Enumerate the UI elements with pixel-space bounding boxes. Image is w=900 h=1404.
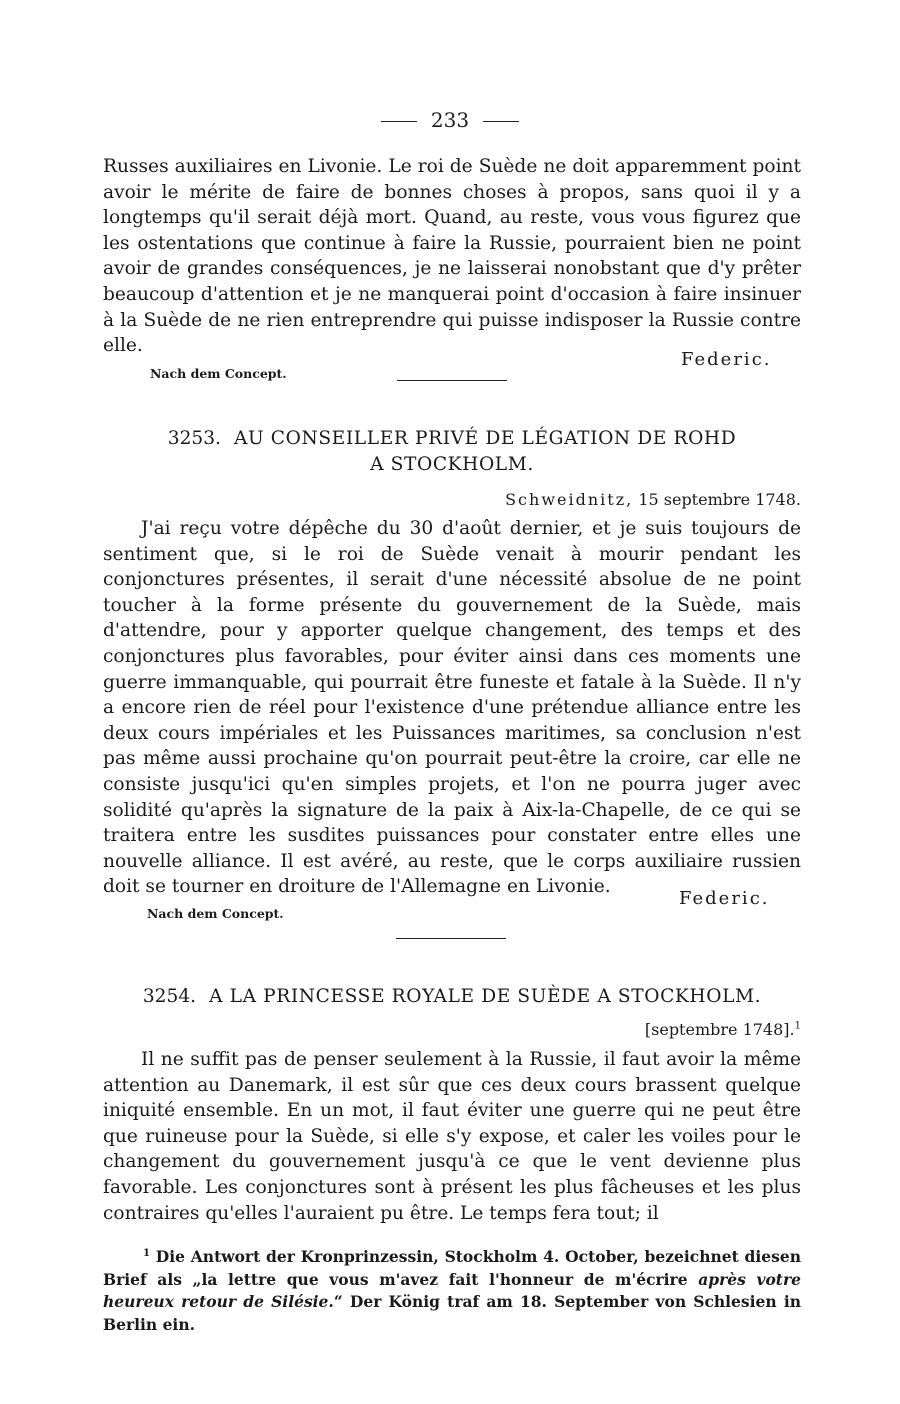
letter-3254-number: 3254. xyxy=(142,986,197,1007)
letter-3253-date: 15 septembre 1748. xyxy=(638,490,801,509)
footnote-italic: après votre heureux retour de Silésie. xyxy=(103,1269,801,1312)
letter-3254-footnote-marker: 1 xyxy=(794,1020,801,1032)
letter-3254-text: Il ne suffit pas de penser seulement à la Russie, il faut avoir la même attention au Danemark, il est sûr que ces deux cours brassent quelque iniquité ensemble. En un mot, il faut éviter une guerre qui ne peut être que ruineuse pour la Suède, si elle s'y expose, et caler les voiles pour le changement du gouvernement jusqu'à ce que le vent devienne plus favorable. Les conjonctures sont à présent les plus fâcheuses et les plus contraires qu'elles l'auraient pu être. Le temps fera tout; il xyxy=(103,1049,801,1224)
header-dash-left xyxy=(381,121,417,122)
letter-3253-signature: Federic. xyxy=(679,888,770,909)
letter-3253-body xyxy=(103,516,801,900)
letter-3253-text: J'ai reçu votre dépêche du 30 d'août dernier, et je suis toujours de sentiment que, si le roi de Suède venait à mourir pendant les conjonctures présentes, il serait d'une nécessité absolue de ne point toucher à la forme présente du gouvernement de la Suède, mais d'attendre, pour y apporter quelque changement, des temps et des conjonctures plus favorables, pour éviter ainsi dans ces moments une guerre immanquable, qui pourrait être funeste et fatale à la Suède. Il n'y a encore rien de réel pour l'existence d'une prétendue alliance entre les deux cours impériales et les Puissances maritimes, sa conclusion n'est pas même aussi prochaine qu'on pourrait peut-être la croire, car elle ne consiste jusqu'ici qu'en simples projets, et l'on ne pourra juger avec solidité qu'après la signature de la paix à Aix-la-Chapelle, de ce qui se traitera entre les susdites puissances pour constater entre elles une nouvelle alliance. Il est avéré, au reste, que le corps auxiliaire russien doit se tourner en droiture de l'Allemagne en Livonie. xyxy=(103,518,801,898)
intro-text: Russes auxiliaires en Livonie. Le roi de Suède ne doit apparemment point avoir le mérite de faire de bonnes choses à propos, sans quoi il y a longtemps qu'il serait déjà mort. Quand, au reste, vous vous figurez que les ostentations que continue à faire la Russie, pourraient bien ne point avoir de grandes conséquences, je ne laisserai nonobstant que d'y prêter beaucoup d'attention et je ne manquerai point d'occasion à faire insinuer à la Suède de ne rien entreprendre qui puisse indisposer la Russie contre elle. xyxy=(103,156,801,357)
letter-3253-source-note: Nach dem Concept. xyxy=(147,906,284,921)
letter-3254-heading xyxy=(103,984,801,1010)
letter-3254-heading-text: A LA PRINCESSE ROYALE DE SUÈDE A STOCKHOLM. xyxy=(209,986,762,1007)
letter-3254-dateline xyxy=(645,1020,801,1039)
letter-3253-number: 3253. xyxy=(167,428,221,449)
footnote xyxy=(103,1243,801,1336)
footnote-text-a: Die Antwort der Kronprinzessin, Stockholm 4. October, bezeichnet diesen Brief als „la lettre que vous m'avez fait l'honneur de m'écrire xyxy=(103,1247,801,1289)
footnote-text-b: “ Der König traf am 18. September von Schlesien in Berlin ein. xyxy=(103,1292,801,1334)
letter-3253-place: Schweidnitz, xyxy=(505,490,634,509)
header-dash-right xyxy=(483,121,519,122)
letter-3253-heading-line1: AU CONSEILLER PRIVÉ DE LÉGATION DE ROHD xyxy=(234,428,737,449)
letter-3253-dateline xyxy=(505,490,801,509)
letter-3254-date: [septembre 1748]. xyxy=(644,1020,795,1039)
letter-3254-body xyxy=(103,1047,801,1226)
footnote-marker: 1 xyxy=(143,1248,150,1259)
intro-paragraph xyxy=(103,154,801,359)
divider-1 xyxy=(397,380,507,381)
intro-signature: Federic. xyxy=(681,349,772,370)
divider-2 xyxy=(396,938,506,939)
page-header xyxy=(0,108,900,132)
letter-3253-heading xyxy=(103,426,801,478)
intro-source-note: Nach dem Concept. xyxy=(150,366,287,381)
page-number: 233 xyxy=(430,108,470,132)
letter-3253-heading-line2: A STOCKHOLM. xyxy=(370,454,534,475)
